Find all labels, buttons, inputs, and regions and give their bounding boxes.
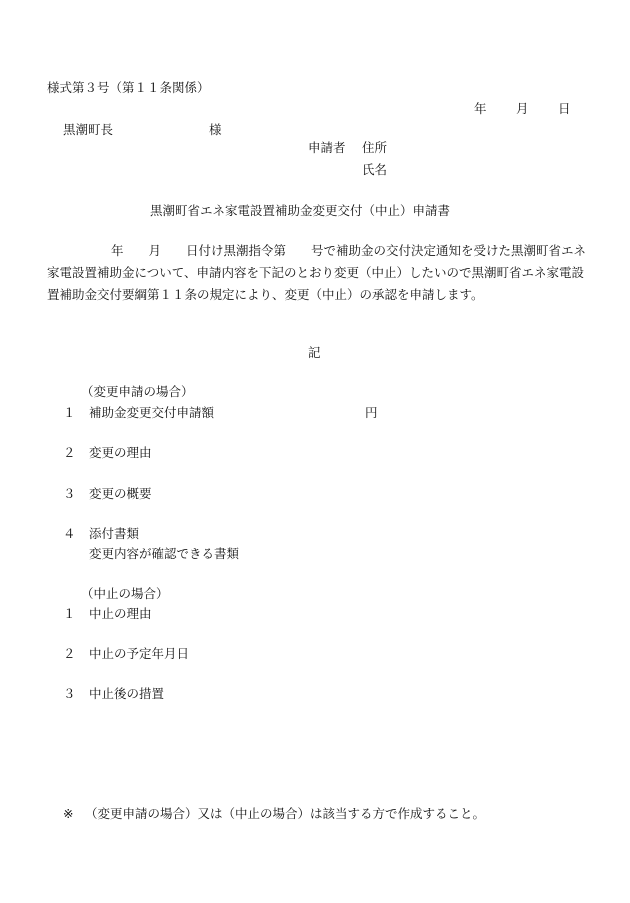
item-number: ３ [63,486,76,501]
item-number: ２ [63,646,76,661]
item-label: 中止後の措置 [89,686,165,701]
ki-heading: 記 [308,345,321,360]
item-number: １ [63,606,76,621]
addressee-honorific: 様 [209,122,222,137]
cancel-item-3 [63,686,164,702]
change-item-4 [63,526,139,542]
cancel-case-heading: （中止の場合） [81,586,169,601]
footnote [63,806,485,822]
change-case-heading: （変更申請の場合） [81,384,194,399]
item-label: 添付書類 [89,526,140,541]
item-label: 変更の概要 [89,486,152,501]
document-title: 黒潮町省エネ家電設置補助金変更交付（中止）申請書 [150,203,451,218]
yen-unit: 円 [365,405,378,420]
attachment-description: 変更内容が確認できる書類 [89,546,240,561]
date-day-label: 日 [558,101,571,116]
item-number: ２ [63,445,76,460]
cancel-item-1 [63,606,152,622]
addressee-name: 黒潮町長 [63,122,114,137]
body-paragraph: 年 月 日付け黒潮指令第 号で補助金の交付決定通知を受けた黒潮町省エネ家電設置補助金について、申請内容を下記のとおり変更（中止）したいので黒潮町省エネ家電設置補助金交付要綱第１１条の規定により、変更（中止）の承認を申請します。 [47,243,587,302]
date-month-label: 月 [516,101,529,116]
name-label: 氏名 [362,162,388,177]
item-number: １ [63,405,76,420]
change-item-3 [63,486,152,502]
item-label: 中止の理由 [89,606,152,621]
note-mark: ※ [63,806,74,821]
footnote-text: （変更申請の場合）又は（中止の場合）は該当する方で作成すること。 [85,806,486,821]
address-label: 住所 [362,140,388,155]
item-label: 中止の予定年月日 [89,646,190,661]
date-year-label: 年 [474,101,487,116]
date-line [474,101,571,117]
item-label: 補助金変更交付申請額 [89,405,215,420]
form-number: 様式第３号（第１１条関係） [47,80,210,95]
cancel-item-2 [63,646,189,662]
addressee [63,122,222,138]
item-number: ４ [63,526,76,541]
change-item-2 [63,445,152,461]
item-label: 変更の理由 [89,445,152,460]
change-item-1 [63,405,214,421]
applicant-label: 申請者 [308,140,346,155]
applicant-block [308,140,387,184]
item-number: ３ [63,686,76,701]
